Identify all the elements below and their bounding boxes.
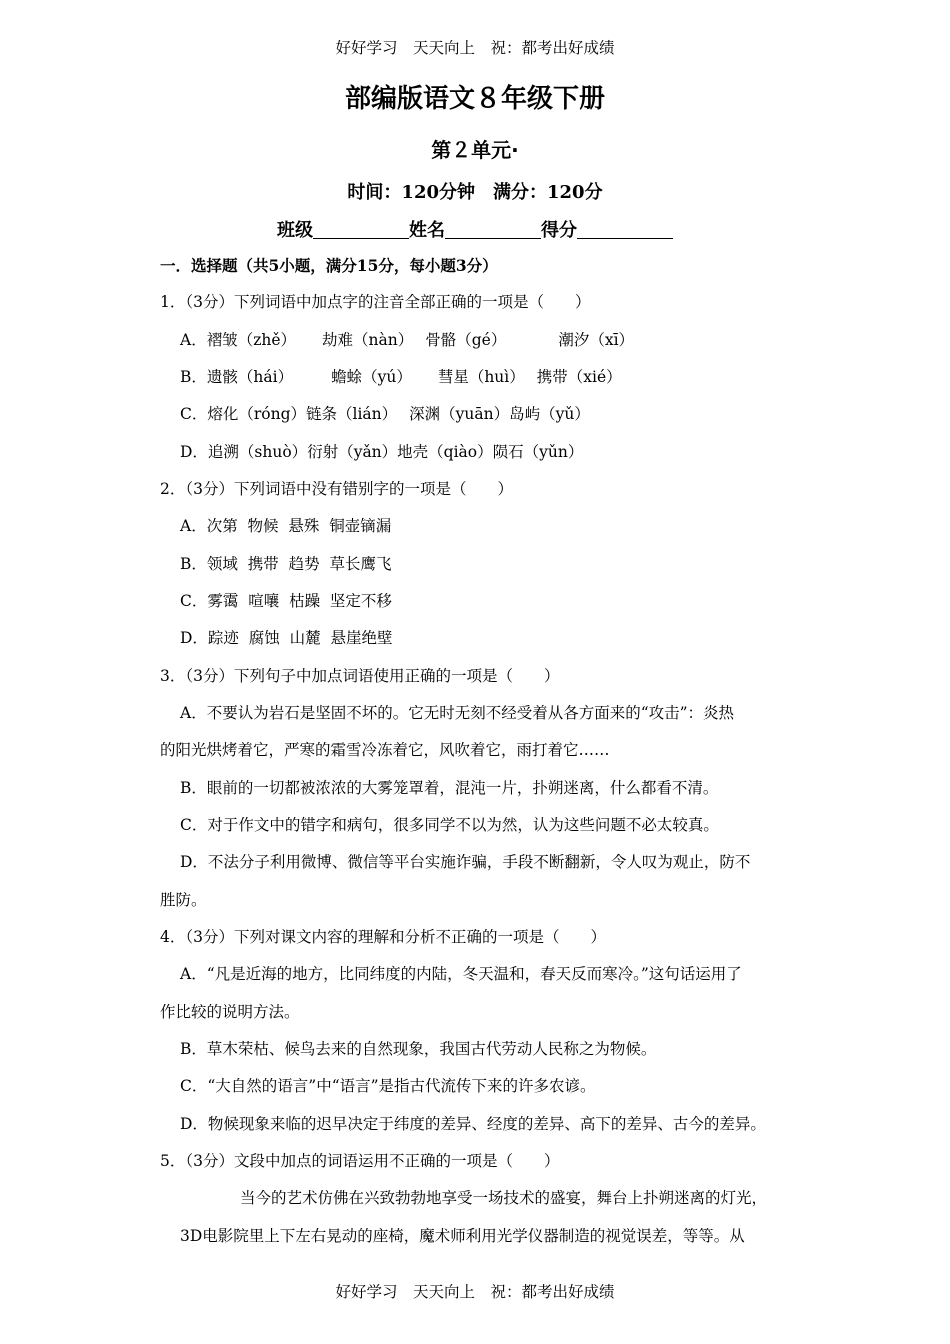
page-title: 部编版语文８年级下册 [344,84,605,114]
q1-stem: 1．（3分）下列词语中加点字的注音全部正确的一项是（ ） [160,293,591,311]
q1-option-b: B．遗骸（hái） 蟾蜍（yú） 彗星（huì） 携带（xié） [180,368,622,386]
section-heading-choice: 一．选择题（共5小题，满分15分，每小题3分） [160,256,498,275]
q3-option-d: D．不法分子利用微博、微信等平台实施诈骗，手段不断翻新，令人叹为观止，防不 [180,853,751,871]
q3-stem: 3．（3分）下列句子中加点词语使用正确的一项是（ ） [160,667,560,685]
class-label: 班级 [277,220,313,241]
q2-option-d: D．踪迹 腐蚀 山麓 悬崖绝壁 [180,629,393,647]
q3-option-d-cont: 胜防。 [160,891,207,909]
score-blank[interactable] [577,220,673,239]
q4-option-a: A．“凡是近海的地方，比同纬度的内陆，冬天温和，春天反而寒冷。”这句话运用了 [180,965,742,983]
page-header: 好好学习 天天向上 祝：都考出好成绩 [335,39,615,57]
score-label: 得分 [541,220,577,241]
q5-stem: 5．（3分）文段中加点的词语运用不正确的一项是（ ） [160,1152,560,1170]
q2-option-c: C．雾霭 喧嚷 枯躁 坚定不移 [180,592,392,610]
name-blank[interactable] [445,220,541,239]
q2-option-a: A．次第 物候 悬殊 铜壶镝漏 [180,517,392,535]
time-info: 时间：120分钟 满分：120分 [347,182,603,203]
page-footer: 好好学习 天天向上 祝：都考出好成绩 [335,1283,615,1301]
q2-option-b: B．领域 携带 趋势 草长鹰飞 [180,555,392,573]
q4-option-a-cont: 作比较的说明方法。 [160,1003,300,1021]
class-blank[interactable] [313,220,409,239]
q1-option-a: A．褶皱（zhě） 劫难（nàn） 骨骼（gé） 潮汐（xī） [180,331,635,349]
q3-option-b: B．眼前的一切都被浓浓的大雾笼罩着，混沌一片，扑朔迷离，什么都看不清。 [180,779,719,797]
q4-option-d: D．物候现象来临的迟早决定于纬度的差异、经度的差异、高下的差异、古今的差异。 [180,1115,766,1133]
q3-option-c: C．对于作文中的错字和病句，很多同学不以为然，认为这些问题不必太较真。 [180,816,719,834]
q3-option-a-cont: 的阳光烘烤着它，严寒的霜雪冷冻着它，风吹着它，雨打着它…… [160,741,610,759]
unit-title: 第２单元· [431,138,519,162]
q5-passage-line-2: 3D电影院里上下左右晃动的座椅，魔术师利用光学仪器制造的视觉误差，等等。从 [180,1227,745,1245]
q1-option-c: C．熔化（róng）链条（lián） 深渊（yuān）岛屿（yǔ） [180,405,590,423]
q4-stem: 4．（3分）下列对课文内容的理解和分析不正确的一项是（ ） [160,928,606,946]
student-info-line [0,216,950,242]
q5-passage-line-1: 当今的艺术仿佛在兴致勃勃地享受一场技术的盛宴，舞台上扑朔迷离的灯光， [240,1189,768,1207]
q1-option-d: D．追溯（shuò）衍射（yǎn）地壳（qiào）陨石（yǔn） [180,443,584,461]
q2-stem: 2．（3分）下列词语中没有错别字的一项是（ ） [160,480,513,498]
name-label: 姓名 [409,220,445,241]
q4-option-b: B．草木荣枯、候鸟去来的自然现象，我国古代劳动人民称之为物候。 [180,1040,657,1058]
q4-option-c: C．“大自然的语言”中“语言”是指古代流传下来的许多农谚。 [180,1077,596,1095]
q3-option-a: A．不要认为岩石是坚固不坏的。它无时无刻不经受着从各方面来的“攻击”：炎热 [180,704,735,722]
